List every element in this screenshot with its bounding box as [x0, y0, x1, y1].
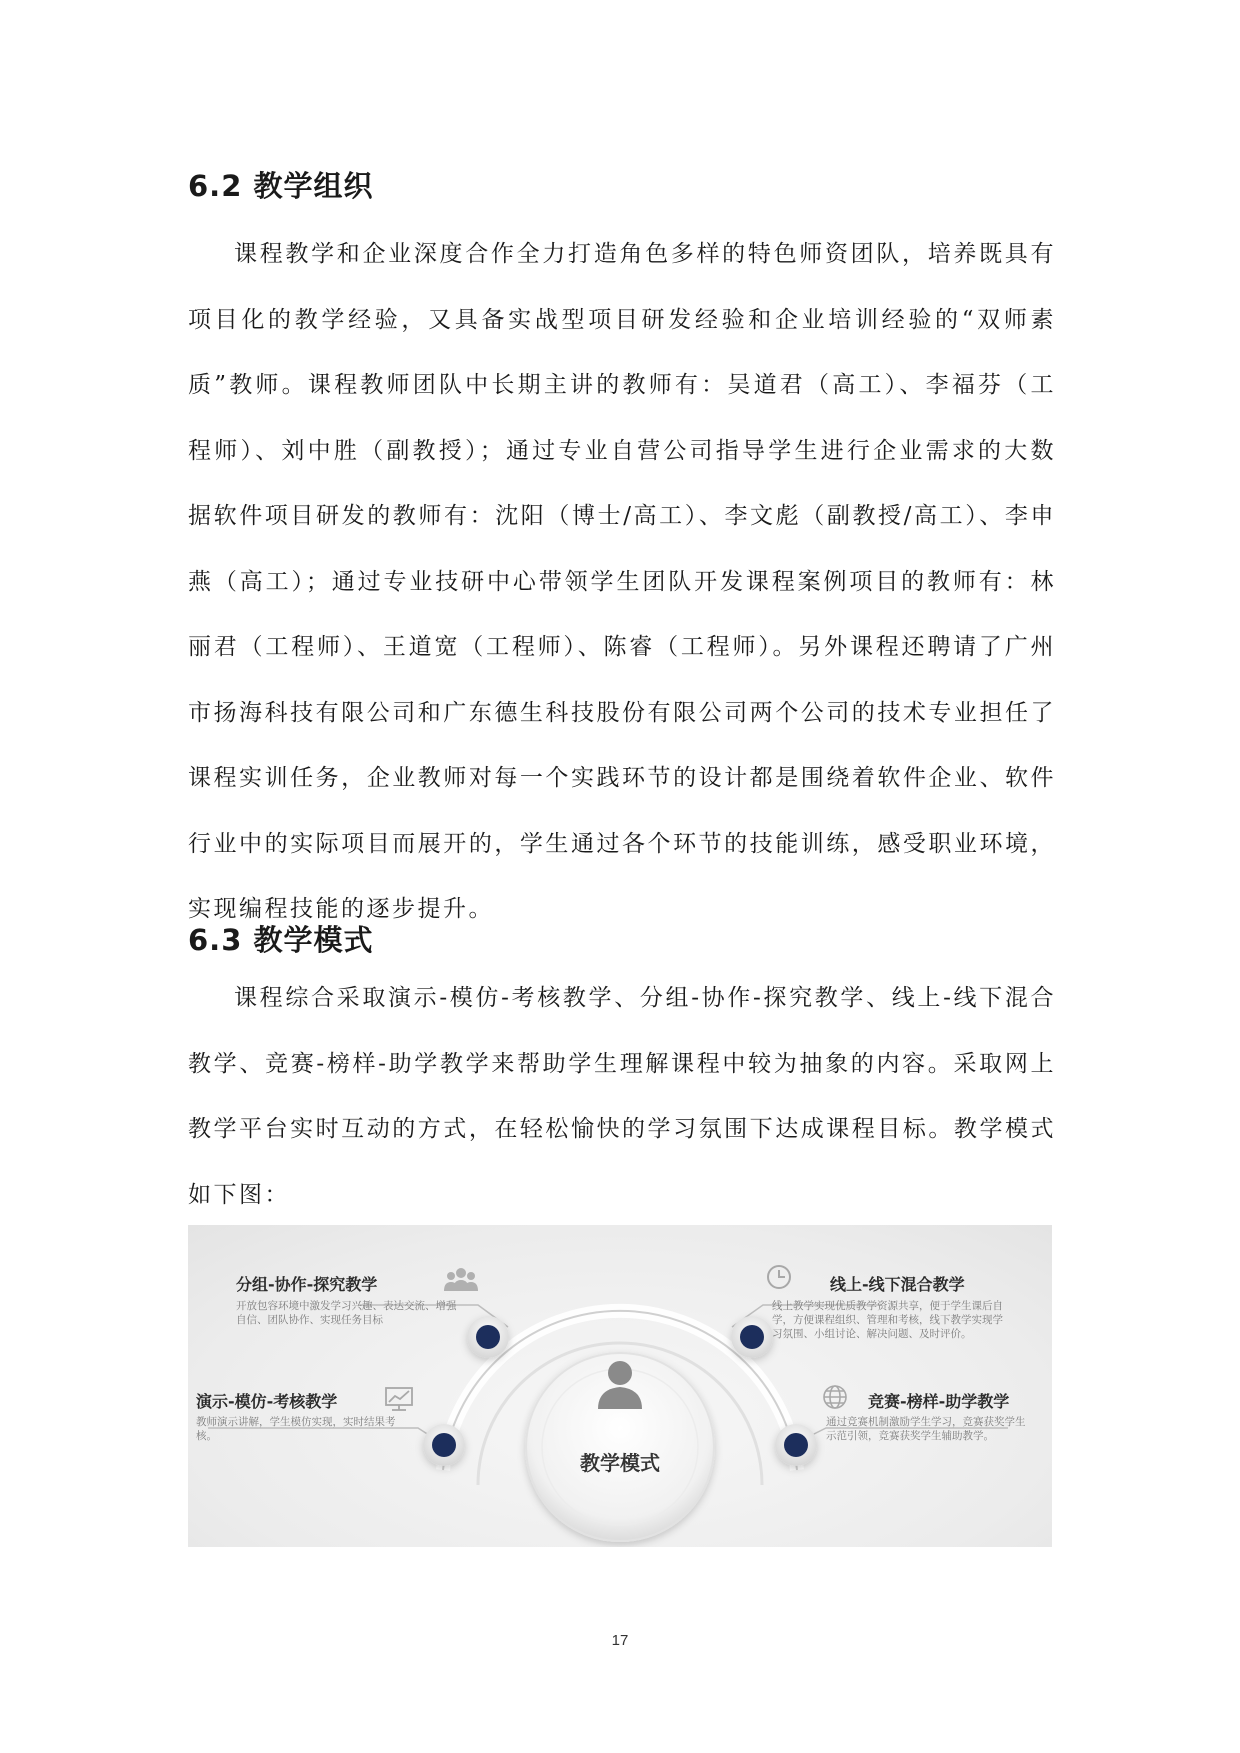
item-desc-competition: 通过竞赛机制激励学生学习，竞赛获奖学生示范引领，竞赛获奖学生辅助教学。: [826, 1416, 1026, 1442]
node-competition: [775, 1424, 817, 1466]
clock-icon: [768, 1266, 790, 1288]
item-title-collaborate: 分组-协作-探究教学: [236, 1275, 378, 1294]
monitor-chart-icon: [386, 1388, 412, 1410]
item-desc-demo-imitate: 教师演示讲解，学生模仿实现，实时结果考核。: [196, 1416, 396, 1442]
teaching-mode-diagram: [188, 1225, 1052, 1547]
item-title-online-offline: 线上-线下混合教学: [830, 1275, 965, 1294]
item-desc-online-offline: 线上教学实现优质教学资源共享，便于学生课后自学，方便课程组织、管理和考核，线下教学实现学习氛围、小组讨论、解决问题、及时评价。: [772, 1300, 1003, 1340]
item-title-demo-imitate: 演示-模仿-考核教学: [196, 1392, 338, 1411]
item-title-competition: 竞赛-榜样-助学教学: [868, 1392, 1010, 1411]
diagram-center-label: 教学模式: [580, 1451, 660, 1475]
node-demo-imitate: [423, 1424, 465, 1466]
group-icon: [444, 1268, 478, 1291]
item-desc-collaborate: 开放包容环境中激发学习兴趣、表达交流、增强自信、团队协作、实现任务目标: [236, 1300, 457, 1326]
section-paragraph-6-2: 课程教学和企业深度合作全力打造角色多样的特色师资团队，培养既具有项目化的教学经验，又具备实战型项目研发经验和企业培训经验的“双师素质”教师。课程教师团队中长期主讲的教师有：吴道君（高工）、李福芬（工程师）、刘中胜（副教授）；通过专业自营公司指导学生进行企业需求的大数据软件项目研发的教师有：沈阳（博士/高工）、李文彪（副教授/高工）、李申燕（高工）；通过专业技研中心带领学生团队开发课程案例项目的教师有：林丽君（工程师）、王道宽（工程师）、陈睿（工程师）。另外课程还聘请了广州市扬海科技有限公司和广东德生科技股份有限公司两个公司的技术专业担任了课程实训任务，企业教师对每一个实践环节的设计都是围绕着软件企业、软件行业中的实际项目而展开的，学生通过各个环节的技能训练，感受职业环境，实现编程技能的逐步提升。: [188, 241, 1056, 922]
section-heading-6-3: 6.3 教学模式: [188, 923, 374, 957]
section-heading-6-2: 6.2 教学组织: [188, 169, 374, 203]
page-number: 17: [611, 1632, 629, 1649]
section-paragraph-6-3: 课程综合采取演示-模仿-考核教学、分组-协作-探究教学、线上-线下混合教学、竞赛-榜样-助学教学来帮助学生理解课程中较为抽象的内容。采取网上教学平台实时互动的方式，在轻松愉快的学习氛围下达成课程目标。教学模式如下图：: [188, 985, 1056, 1208]
globe-icon: [824, 1386, 846, 1408]
node-online-offline: [731, 1316, 773, 1358]
node-group-collaborate: [467, 1316, 509, 1358]
